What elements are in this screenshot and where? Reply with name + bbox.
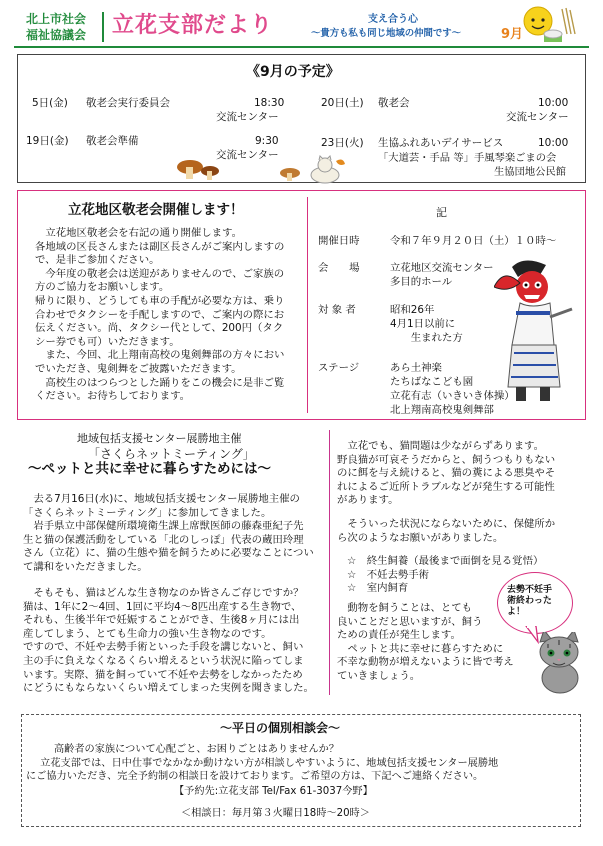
article-line: 生と猫の保護活動をしている「北のしっぽ」代表の蔵田玲理 bbox=[23, 533, 304, 546]
detail-label: 対 象 者 bbox=[318, 304, 356, 316]
request-item: ☆ 室内飼育 bbox=[347, 582, 409, 595]
article-line: のに餌を与え続けると、猫の糞による悪臭やそ bbox=[337, 467, 556, 480]
article-line: ていきましょう。 bbox=[337, 669, 421, 682]
keirokai-paragraph bbox=[35, 227, 284, 404]
keirokai-line: で、是非ご参加ください。 bbox=[35, 254, 160, 267]
keirokai-column-divider bbox=[307, 197, 308, 413]
title-divider bbox=[102, 12, 104, 42]
keirokai-title: 立花地区敬老会開催します！ bbox=[68, 202, 244, 218]
article-line: そういった状況にならないために、保健所か bbox=[337, 518, 556, 530]
article-paragraph-4 bbox=[337, 518, 555, 545]
article-line: れによるご近所トラブルなどが発生する可能性 bbox=[337, 480, 555, 493]
header bbox=[14, 4, 589, 44]
article-paragraph-1 bbox=[23, 493, 314, 575]
consultation-line: にご協力いただき、完全予約制の相談日を設けております。ご希望の方は、下記へご連絡ください。 bbox=[26, 771, 484, 782]
schedule-place: 生協団地公民館 bbox=[494, 166, 567, 178]
article-line: ですので、不妊や去勢手術といった手段を講じないと、飼い bbox=[23, 641, 304, 654]
keirokai-line: 合わせでタクシーを手配しますので、ご案内の際にお bbox=[35, 308, 285, 321]
keirokai-line: 帰りに限り、どうしても車の手配が必要な方は、乗り bbox=[35, 294, 285, 307]
detail-value: 多目的ホール bbox=[390, 276, 453, 288]
schedule-time: 10:00 bbox=[538, 97, 569, 109]
article-line: て講和をいただきました。 bbox=[23, 560, 148, 573]
keirokai-line: 各地域の区長さんまたは副区長さんがご案内しますの bbox=[35, 240, 285, 253]
article-line: にどうにもならないくらい増えてしまった実例を聞きました。 bbox=[23, 682, 314, 695]
schedule-date: 19日(金) bbox=[26, 135, 69, 147]
schedule-time: 18:30 bbox=[254, 97, 285, 109]
article-line: 立花でも、猫問題は少ながらずあります。 bbox=[337, 440, 544, 452]
detail-label: 会 場 bbox=[318, 262, 360, 274]
article-paragraph-3 bbox=[337, 440, 555, 508]
article-heading-1: 地域包括支援センター展勝地主催 bbox=[77, 432, 242, 445]
consultation-line: 高齢者の家族について心配ごと、お困りごとはありませんか？ bbox=[54, 744, 340, 755]
org-name-line1: 北上市社会 bbox=[26, 12, 87, 26]
cat-leaf-illustration bbox=[303, 155, 348, 185]
schedule-event: 敬老会 bbox=[378, 97, 410, 109]
detail-value: 立花有志（いきいき体操） bbox=[390, 390, 515, 402]
keirokai-box bbox=[17, 190, 586, 420]
detail-value: 4月1日以前に bbox=[390, 318, 456, 330]
article-paragraph-2 bbox=[23, 587, 314, 696]
article-line: 野良猫が可哀そうだからと、飼うつもりもない bbox=[337, 453, 556, 466]
article-line: ら次のようなお願いがありました。 bbox=[337, 531, 504, 544]
consultation-box bbox=[21, 714, 581, 827]
schedule-box bbox=[17, 54, 586, 183]
detail-value: たちばなこども園 bbox=[390, 376, 474, 388]
slogan-line1: 支え合う心 bbox=[368, 14, 418, 25]
article-line: 不幸な動物が増えないように皆で考え bbox=[337, 656, 514, 669]
schedule-title: 《9月の予定》 bbox=[246, 64, 340, 80]
schedule-date: 23日(火) bbox=[321, 137, 364, 149]
article-line: 産してしまう、とても生命力の強い生き物なのです。 bbox=[23, 627, 272, 640]
schedule-place: 交流センター bbox=[216, 149, 279, 161]
ki-heading: 記 bbox=[436, 206, 447, 219]
article-line: 「さくらネットミーティング」に参加してきました。 bbox=[23, 506, 272, 519]
schedule-place: 「大道芸・手品 等」手風琴楽ごまの会 bbox=[378, 152, 557, 164]
schedule-date: 5日(金) bbox=[32, 97, 68, 109]
speech-bubble-line: よ！ bbox=[507, 607, 526, 617]
keirokai-line: シー券でも可）いただきます。 bbox=[35, 335, 180, 348]
keirokai-line: 立花地区敬老会を右記の通り開催します。 bbox=[35, 227, 242, 239]
schedule-place: 交流センター bbox=[216, 111, 279, 123]
mushroom-illustration bbox=[176, 155, 306, 185]
request-item: ☆ 不妊去勢手術 bbox=[347, 568, 430, 581]
article-line: そもそも、猫はどんな生き物なのか皆さんご存じですか？ bbox=[23, 587, 304, 599]
month-badge: 9月 bbox=[501, 27, 524, 42]
article-line: います。実際、猫を飼っていて不妊や去勢をしなかったため bbox=[23, 668, 303, 681]
keirokai-line: でいただき、鬼剣舞をご披露いただきます。 bbox=[35, 362, 242, 375]
schedule-place: 交流センター bbox=[506, 111, 569, 123]
schedule-event: 敬老会準備 bbox=[86, 135, 139, 147]
keirokai-line: また、今回、北上翔南高校の鬼剣舞部の方々におい bbox=[35, 349, 285, 362]
detail-value: あら土神楽 bbox=[390, 362, 442, 374]
keirokai-line: ください。お待ちしております。 bbox=[35, 390, 191, 403]
article-line: それも、生後半年で妊娠することができ、生後8ヶ月には出 bbox=[23, 614, 300, 627]
keirokai-line: 伝えください。尚、タクシー代として、200円（タク bbox=[35, 322, 284, 335]
org-name-line2: 福祉協議会 bbox=[26, 28, 87, 42]
detail-value: 昭和26年 bbox=[390, 304, 435, 316]
schedule-date: 20日(土) bbox=[321, 97, 364, 109]
article-line: 良いことだと思いますが、飼う bbox=[337, 615, 483, 628]
oni-kenbai-dancer-illustration bbox=[494, 257, 580, 407]
article-column-divider bbox=[329, 430, 330, 695]
schedule-event: 生協ふれあいデイサービス bbox=[378, 137, 504, 149]
article-paragraph-5 bbox=[337, 602, 514, 684]
keirokai-line: 方のご協力をお願いします。 bbox=[35, 281, 170, 294]
speech-bubble-line: 術終わった bbox=[507, 596, 552, 606]
article-line: 去る7月16日(水)に、地域包括支援センター展勝地主催の bbox=[23, 493, 300, 505]
consultation-line: 立花支部では、日中仕事でなかなか動けない方が相談しやすいように、地域包括支援センター展勝地 bbox=[30, 757, 499, 769]
speech-bubble-line: 去勢不妊手 bbox=[507, 585, 553, 595]
article-line: 岩手県立中部保健所環境衛生課上席獣医師の藤森亜紀子先 bbox=[23, 520, 304, 533]
article-line: ための責任が発生します。 bbox=[337, 629, 461, 642]
article-line: 猫は、1年に2～4回、1回に平均4～8匹出産する生き物で、 bbox=[23, 600, 302, 613]
slogan-line2: ～貴方も私も同じ地域の仲間です～ bbox=[311, 28, 462, 39]
consultation-text bbox=[26, 743, 498, 784]
detail-label: ステージ bbox=[318, 362, 360, 374]
detail-value: 立花地区交流センター bbox=[390, 262, 494, 274]
detail-value: 令和７年９月２０日（土）１０時～ bbox=[390, 235, 557, 247]
keirokai-line: 高校生のはつらつとした踊りをこの機会に是非ご覧 bbox=[35, 376, 285, 389]
schedule-time: 9:30 bbox=[255, 135, 279, 147]
detail-value: 北上翔南高校鬼剣舞部 bbox=[390, 404, 494, 416]
keirokai-line: 今年度の敬老会は送迎がありませんので、ご家族の bbox=[35, 267, 285, 280]
cat-illustration bbox=[534, 632, 584, 694]
request-item: ☆ 終生飼養（最後まで面倒を見る覚悟） bbox=[347, 555, 544, 567]
header-underline bbox=[14, 46, 589, 48]
newsletter-title: 立花支部だより bbox=[112, 13, 274, 38]
article-heading-3: ～ペットと共に幸せに暮らすためには～ bbox=[28, 461, 271, 477]
schedule-event: 敬老会実行委員会 bbox=[86, 97, 170, 109]
article-line: 主の手に負えなくなるくらい増えるという状況に陥ってしま bbox=[23, 654, 304, 667]
schedule-time: 10:00 bbox=[538, 137, 569, 149]
consultation-title: ～平日の個別相談会～ bbox=[220, 721, 341, 735]
article-line: があります。 bbox=[337, 494, 399, 507]
article-line: ペットと共に幸せに暮らすために bbox=[337, 642, 504, 655]
consultation-schedule: ＜相談日：毎月第３火曜日18時～20時＞ bbox=[181, 808, 370, 819]
speech-bubble-text bbox=[507, 585, 563, 618]
reservation-contact: 【予約先:立花支部 Tel/Fax 61-3037今野】 bbox=[174, 786, 373, 797]
article-line: 動物を飼うことは、とても bbox=[337, 602, 473, 614]
detail-value: 生まれた方 bbox=[390, 332, 463, 344]
detail-label: 開催日時 bbox=[318, 235, 360, 247]
article-line: さん（立花）に、猫の生態や猫を飼うために必要なことについ bbox=[23, 547, 314, 560]
article-heading-2: 「さくらネットミーティング」 bbox=[88, 447, 255, 461]
